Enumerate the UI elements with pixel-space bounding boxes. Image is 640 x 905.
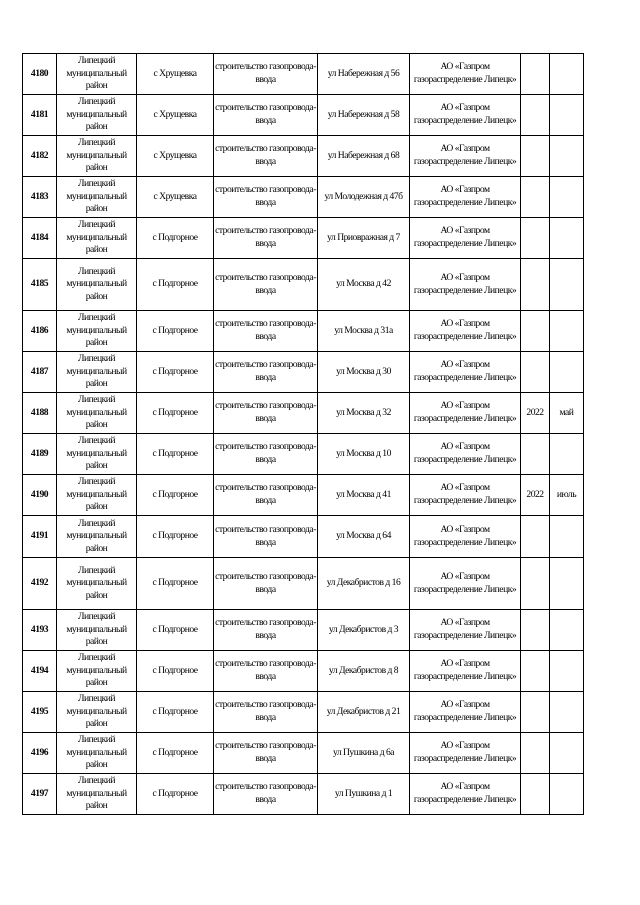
month-cell [550, 651, 584, 692]
district-cell: Липецкий муниципальный район [57, 218, 137, 259]
address-cell: ул Молодежная д 47б [318, 177, 410, 218]
month-cell [550, 434, 584, 475]
month-cell [550, 774, 584, 815]
address-cell: ул Декабристов д 8 [318, 651, 410, 692]
district-cell: Липецкий муниципальный район [57, 434, 137, 475]
table-row [23, 218, 584, 259]
table-row [23, 177, 584, 218]
organization-cell: АО «Газпром газораспределение Липецк» [410, 218, 521, 259]
month-cell [550, 352, 584, 393]
year-cell [521, 352, 550, 393]
year-cell [521, 733, 550, 774]
district-cell: Липецкий муниципальный район [57, 136, 137, 177]
address-cell: ул Пушкина д 6а [318, 733, 410, 774]
district-cell: Липецкий муниципальный район [57, 259, 137, 311]
village-cell: с Подгорное [137, 651, 214, 692]
organization-cell: АО «Газпром газораспределение Липецк» [410, 692, 521, 733]
year-cell [521, 610, 550, 651]
work-type-cell: строительство газопровода-ввода [214, 558, 318, 610]
work-type-cell: строительство газопровода-ввода [214, 352, 318, 393]
district-cell: Липецкий муниципальный район [57, 54, 137, 95]
organization-cell: АО «Газпром газораспределение Липецк» [410, 311, 521, 352]
organization-cell: АО «Газпром газораспределение Липецк» [410, 54, 521, 95]
work-type-cell: строительство газопровода-ввода [214, 54, 318, 95]
work-type-cell: строительство газопровода-ввода [214, 95, 318, 136]
organization-cell: АО «Газпром газораспределение Липецк» [410, 95, 521, 136]
table-row [23, 475, 584, 516]
year-cell: 2022 [521, 475, 550, 516]
year-cell [521, 177, 550, 218]
village-cell: с Подгорное [137, 774, 214, 815]
year-cell [521, 651, 550, 692]
district-cell: Липецкий муниципальный район [57, 651, 137, 692]
work-type-cell: строительство газопровода-ввода [214, 610, 318, 651]
month-cell [550, 95, 584, 136]
organization-cell: АО «Газпром газораспределение Липецк» [410, 393, 521, 434]
work-type-cell: строительство газопровода-ввода [214, 774, 318, 815]
table-row [23, 311, 584, 352]
year-cell [521, 259, 550, 311]
organization-cell: АО «Газпром газораспределение Липецк» [410, 475, 521, 516]
work-type-cell: строительство газопровода-ввода [214, 136, 318, 177]
district-cell: Липецкий муниципальный район [57, 692, 137, 733]
district-cell: Липецкий муниципальный район [57, 610, 137, 651]
village-cell: с Подгорное [137, 610, 214, 651]
table-row [23, 558, 584, 610]
row-number: 4192 [23, 558, 57, 610]
year-cell [521, 218, 550, 259]
organization-cell: АО «Газпром газораспределение Липецк» [410, 558, 521, 610]
organization-cell: АО «Газпром газораспределение Липецк» [410, 651, 521, 692]
village-cell: с Подгорное [137, 393, 214, 434]
year-cell [521, 95, 550, 136]
village-cell: с Хрущевка [137, 54, 214, 95]
row-number: 4187 [23, 352, 57, 393]
work-type-cell: строительство газопровода-ввода [214, 311, 318, 352]
district-cell: Липецкий муниципальный район [57, 177, 137, 218]
address-cell: ул Москва д 64 [318, 516, 410, 558]
work-type-cell: строительство газопровода-ввода [214, 177, 318, 218]
village-cell: с Подгорное [137, 475, 214, 516]
row-number: 4191 [23, 516, 57, 558]
address-cell: ул Приовражная д 7 [318, 218, 410, 259]
year-cell: 2022 [521, 393, 550, 434]
district-cell: Липецкий муниципальный район [57, 95, 137, 136]
address-cell: ул Москва д 31а [318, 311, 410, 352]
year-cell [521, 434, 550, 475]
month-cell [550, 218, 584, 259]
table-row [23, 352, 584, 393]
organization-cell: АО «Газпром газораспределение Липецк» [410, 136, 521, 177]
organization-cell: АО «Газпром газораспределение Липецк» [410, 733, 521, 774]
month-cell [550, 311, 584, 352]
work-type-cell: строительство газопровода-ввода [214, 516, 318, 558]
address-cell: ул Москва д 32 [318, 393, 410, 434]
address-cell: ул Набережная д 56 [318, 54, 410, 95]
organization-cell: АО «Газпром газораспределение Липецк» [410, 352, 521, 393]
district-cell: Липецкий муниципальный район [57, 733, 137, 774]
address-cell: ул Декабристов д 3 [318, 610, 410, 651]
district-cell: Липецкий муниципальный район [57, 311, 137, 352]
village-cell: с Подгорное [137, 259, 214, 311]
year-cell [521, 54, 550, 95]
table-row [23, 434, 584, 475]
organization-cell: АО «Газпром газораспределение Липецк» [410, 259, 521, 311]
district-cell: Липецкий муниципальный район [57, 475, 137, 516]
address-cell: ул Москва д 41 [318, 475, 410, 516]
month-cell [550, 177, 584, 218]
row-number: 4188 [23, 393, 57, 434]
month-cell [550, 259, 584, 311]
table-row [23, 393, 584, 434]
table-row [23, 95, 584, 136]
year-cell [521, 311, 550, 352]
work-type-cell: строительство газопровода-ввода [214, 475, 318, 516]
work-type-cell: строительство газопровода-ввода [214, 393, 318, 434]
table-row [23, 516, 584, 558]
table-row [23, 692, 584, 733]
district-cell: Липецкий муниципальный район [57, 393, 137, 434]
village-cell: с Подгорное [137, 352, 214, 393]
village-cell: с Подгорное [137, 434, 214, 475]
district-cell: Липецкий муниципальный район [57, 774, 137, 815]
organization-cell: АО «Газпром газораспределение Липецк» [410, 177, 521, 218]
gas-connection-table [22, 53, 584, 815]
district-cell: Липецкий муниципальный район [57, 352, 137, 393]
work-type-cell: строительство газопровода-ввода [214, 434, 318, 475]
table-row [23, 733, 584, 774]
work-type-cell: строительство газопровода-ввода [214, 218, 318, 259]
village-cell: с Подгорное [137, 311, 214, 352]
month-cell: июль [550, 475, 584, 516]
table-row [23, 651, 584, 692]
row-number: 4184 [23, 218, 57, 259]
table-row [23, 259, 584, 311]
district-cell: Липецкий муниципальный район [57, 558, 137, 610]
month-cell [550, 733, 584, 774]
row-number: 4183 [23, 177, 57, 218]
year-cell [521, 774, 550, 815]
village-cell: с Хрущевка [137, 95, 214, 136]
address-cell: ул Декабристов д 16 [318, 558, 410, 610]
village-cell: с Подгорное [137, 218, 214, 259]
table-row [23, 136, 584, 177]
work-type-cell: строительство газопровода-ввода [214, 692, 318, 733]
village-cell: с Хрущевка [137, 177, 214, 218]
row-number: 4196 [23, 733, 57, 774]
year-cell [521, 558, 550, 610]
village-cell: с Подгорное [137, 733, 214, 774]
month-cell [550, 558, 584, 610]
village-cell: с Хрущевка [137, 136, 214, 177]
row-number: 4186 [23, 311, 57, 352]
address-cell: ул Пушкина д 1 [318, 774, 410, 815]
village-cell: с Подгорное [137, 692, 214, 733]
year-cell [521, 516, 550, 558]
organization-cell: АО «Газпром газораспределение Липецк» [410, 774, 521, 815]
row-number: 4180 [23, 54, 57, 95]
organization-cell: АО «Газпром газораспределение Липецк» [410, 516, 521, 558]
row-number: 4181 [23, 95, 57, 136]
row-number: 4190 [23, 475, 57, 516]
organization-cell: АО «Газпром газораспределение Липецк» [410, 434, 521, 475]
row-number: 4193 [23, 610, 57, 651]
month-cell [550, 54, 584, 95]
table-row [23, 774, 584, 815]
table-row [23, 54, 584, 95]
row-number: 4197 [23, 774, 57, 815]
work-type-cell: строительство газопровода-ввода [214, 651, 318, 692]
work-type-cell: строительство газопровода-ввода [214, 259, 318, 311]
address-cell: ул Москва д 10 [318, 434, 410, 475]
month-cell [550, 516, 584, 558]
year-cell [521, 692, 550, 733]
address-cell: ул Набережная д 58 [318, 95, 410, 136]
month-cell [550, 610, 584, 651]
row-number: 4194 [23, 651, 57, 692]
row-number: 4182 [23, 136, 57, 177]
row-number: 4185 [23, 259, 57, 311]
row-number: 4189 [23, 434, 57, 475]
district-cell: Липецкий муниципальный район [57, 516, 137, 558]
year-cell [521, 136, 550, 177]
village-cell: с Подгорное [137, 558, 214, 610]
work-type-cell: строительство газопровода-ввода [214, 733, 318, 774]
table-row [23, 610, 584, 651]
address-cell: ул Декабристов д 21 [318, 692, 410, 733]
organization-cell: АО «Газпром газораспределение Липецк» [410, 610, 521, 651]
month-cell [550, 692, 584, 733]
village-cell: с Подгорное [137, 516, 214, 558]
row-number: 4195 [23, 692, 57, 733]
address-cell: ул Набережная д 68 [318, 136, 410, 177]
address-cell: ул Москва д 42 [318, 259, 410, 311]
month-cell: май [550, 393, 584, 434]
address-cell: ул Москва д 30 [318, 352, 410, 393]
month-cell [550, 136, 584, 177]
